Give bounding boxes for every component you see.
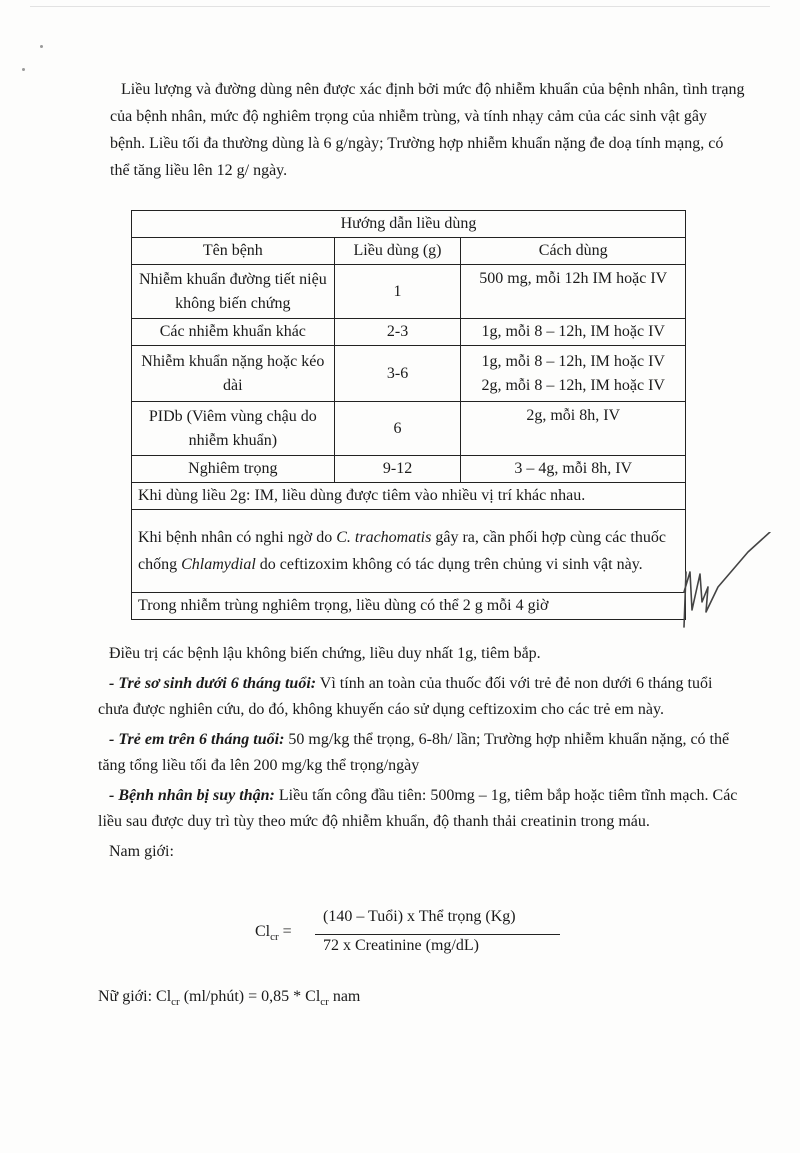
dose-cell: 2-3 xyxy=(334,319,461,346)
usage-cell xyxy=(461,265,686,319)
disease-cell: Nhiễm khuẩn nặng hoặc kéo dài xyxy=(132,346,335,402)
usage-cell xyxy=(461,346,686,402)
note-text: do ceftizoxim không có tác dụng trên chủng vi sinh vật này. xyxy=(255,556,643,573)
usage-line: 3 – 4g, mỗi 8h, IV xyxy=(514,460,633,477)
formula-text: Nữ giới: Cl xyxy=(98,988,172,1005)
table-row xyxy=(132,265,686,319)
column-header: Liều dùng (g) xyxy=(334,238,461,265)
intro-paragraph: Liều lượng và đường dùng nên được xác định bởi mức độ nhiễm khuẩn của bệnh nhân, tình trạng của bệnh nhân, mức độ nghiêm trọng của nhiễm trùng, và tính nhạy cảm của các sinh vật gây bệnh. Liều tối đa thường dùng là 6 g/ngày; Trường hợp nhiễm khuẩn nặng đe doạ tính mạng, có thể tăng liều lên 12 g/ ngày. xyxy=(110,81,745,179)
formula-equals: = xyxy=(278,923,292,940)
table-title: Hướng dẫn liều dùng xyxy=(132,211,686,238)
column-header: Cách dùng xyxy=(461,238,686,265)
section-label: - Trẻ em trên 6 tháng tuổi: xyxy=(109,731,285,748)
usage-line: 1g, mỗi 8 – 12h, IM hoặc IV xyxy=(481,323,665,340)
dosage-table xyxy=(131,210,686,620)
formula-subscript: cr xyxy=(320,996,329,1009)
formula-symbol: Cl xyxy=(255,923,271,940)
usage-line: 2g, mỗi 8 – 12h, IM hoặc IV xyxy=(481,376,665,394)
note-im: Khi dùng liều 2g: IM, liều dùng được tiêm vào nhiều vị trí khác nhau. xyxy=(132,483,686,510)
dose-cell: 3-6 xyxy=(334,346,461,402)
organism-name: Chlamydial xyxy=(181,556,256,573)
table-row xyxy=(132,402,686,456)
usage-line: 1g, mỗi 8 – 12h, IM hoặc IV xyxy=(481,352,665,370)
renal-paragraph xyxy=(98,783,746,835)
formula-text: nam xyxy=(328,988,361,1005)
children-paragraph xyxy=(98,727,746,779)
scan-speck xyxy=(22,68,25,71)
formula-subscript: cr xyxy=(171,996,180,1009)
fraction-bar xyxy=(315,934,560,935)
table-row xyxy=(132,346,686,402)
note-chlamydia xyxy=(132,510,686,593)
usage-line: 500 mg, mỗi 12h IM hoặc IV xyxy=(479,270,668,287)
section-text: Vì tính an toàn của thuốc đối với trẻ đẻ non dưới 6 tháng tuổi chưa được nghiên cứu, do đó, không khuyến cáo sử dụng ceftizoxim cho các trẻ em này. xyxy=(98,675,713,718)
disease-cell: Nhiễm khuẩn đường tiết niệu không biến chứng xyxy=(132,265,335,319)
formula-subscript: cr xyxy=(270,931,279,944)
disease-cell: PIDb (Viêm vùng chậu do nhiễm khuẩn) xyxy=(132,402,335,456)
formula-lhs xyxy=(255,923,292,943)
formula-text: (ml/phút) = 0,85 * Cl xyxy=(179,988,321,1005)
scan-edge-line xyxy=(30,6,770,7)
formula-denominator: 72 x Creatinine (mg/dL) xyxy=(323,937,479,954)
gonorrhea-paragraph: Điều trị các bệnh lậu không biến chứng, liều duy nhất 1g, tiêm bắp. xyxy=(109,645,541,662)
dosage-details xyxy=(98,641,746,869)
female-formula xyxy=(98,988,360,1008)
section-label: - Trẻ sơ sinh dưới 6 tháng tuổi: xyxy=(109,675,317,692)
column-header: Tên bệnh xyxy=(132,238,335,265)
dose-cell: 9-12 xyxy=(334,456,461,483)
usage-line: 2g, mỗi 8h, IV xyxy=(526,407,621,424)
disease-cell: Các nhiễm khuẩn khác xyxy=(132,319,335,346)
section-label: - Bệnh nhân bị suy thận: xyxy=(109,787,275,804)
note-text: Khi bệnh nhân có nghi ngờ do xyxy=(138,529,337,546)
dose-cell: 1 xyxy=(334,265,461,319)
neonates-paragraph xyxy=(98,671,746,723)
usage-cell xyxy=(461,456,686,483)
section-text: Liều tấn công đầu tiên: 500mg – 1g, tiêm bắp hoặc tiêm tĩnh mạch. Các liều sau được duy trì tùy theo mức độ nhiễm khuẩn, độ thanh thải creatinin trong máu. xyxy=(98,787,738,830)
note-severe: Trong nhiễm trùng nghiêm trọng, liều dùng có thể 2 g mỗi 4 giờ xyxy=(132,593,686,620)
dose-cell: 6 xyxy=(334,402,461,456)
usage-cell xyxy=(461,402,686,456)
organism-name: C. trachomatis xyxy=(336,529,432,546)
disease-cell: Nghiêm trọng xyxy=(132,456,335,483)
note-text: gây ra, cần phối hợp cùng các thuốc chống xyxy=(138,529,666,573)
usage-cell xyxy=(461,319,686,346)
handwritten-signature xyxy=(678,532,778,642)
table-row xyxy=(132,319,686,346)
formula-numerator: (140 – Tuổi) x Thể trọng (Kg) xyxy=(323,908,516,925)
scan-speck xyxy=(40,45,43,48)
male-label: Nam giới: xyxy=(109,843,174,860)
table-row xyxy=(132,456,686,483)
section-text: 50 mg/kg thể trọng, 6-8h/ lần; Trường hợp nhiễm khuẩn nặng, có thể tăng tổng liều tối đa lên 200 mg/kg thể trọng/ngày xyxy=(98,731,730,774)
